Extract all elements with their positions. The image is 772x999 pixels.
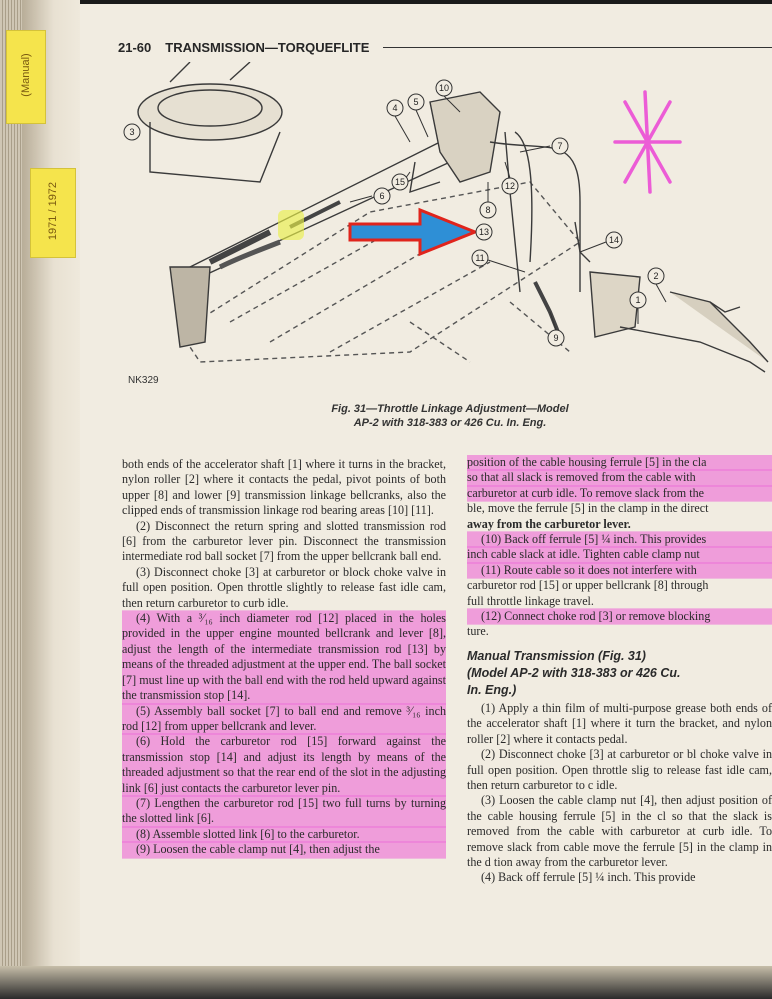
scan-bottom-edge <box>0 966 772 999</box>
svg-text:10: 10 <box>438 83 450 93</box>
svg-text:6: 6 <box>379 191 385 201</box>
left-text-column <box>122 457 446 937</box>
callout-5 <box>408 94 428 137</box>
left-paragraph-3: (4) With a ³⁄₁₆ inch diameter rod [12] placed in the holes provided in the upper engine mounted bellcrank and lever [8], adjust the length of the intermediate transmission rod [13] by means of the threaded adjustment at the upper end. The ball socket [7] must line up with the ball end with the rod held upward against the transmission stop [14]. <box>122 611 446 703</box>
section-title: TRANSMISSION—TORQUEFLITE <box>165 39 370 55</box>
callout-15 <box>392 172 410 190</box>
manual-heading-line-1: Manual Transmission (Fig. 31) <box>467 648 646 663</box>
figure-id: NK329 <box>128 375 159 386</box>
left-paragraph-5: (6) Hold the carburetor rod [15] forward against the transmission stop [14] and adjust its length by means of the threaded adjustment so that the rear end of the slot in the adjusting link [6] just contacts the carburetor lever pin. <box>122 734 446 795</box>
manual-step-2: (2) Disconnect choke [3] at carburetor or bl choke valve in full open position. Open throttle slig to release fast idle cam, then return carburetor to c idle. <box>467 747 772 792</box>
callout-8 <box>480 182 496 218</box>
svg-text:8: 8 <box>485 205 491 215</box>
callout-13 <box>476 224 492 240</box>
left-paragraph-2: (3) Disconnect choke [3] at carburetor or block choke valve in full open position. Open throttle slightly to release fast idle cam, then return carburetor to curb idle. <box>122 564 446 610</box>
svg-text:2: 2 <box>653 271 659 281</box>
manual-step-4: (4) Back off ferrule [5] ¼ inch. This provide <box>481 870 696 885</box>
callout-2 <box>648 268 666 302</box>
left-paragraph-6: (7) Lengthen the carburetor rod [15] two full turns by turning the slotted link [6]. <box>122 795 446 826</box>
yellow-highlight-mark <box>278 210 304 240</box>
svg-text:3: 3 <box>129 127 135 137</box>
page-number: 21-60 <box>118 39 152 55</box>
svg-text:11: 11 <box>475 253 485 263</box>
left-paragraph-0: both ends of the accelerator shaft [1] where it turns in the bracket, nylon roller [2] where it contacts the pedal, pivot points of both upper [8] and lower [9] transmission linkage bellcranks, also the clipped ends of transmission linkage rod bearing areas [10] [11]. <box>122 457 446 518</box>
callout-6 <box>350 188 390 204</box>
right-line-3: ble, move the ferrule [5] in the clamp in the direct <box>467 501 709 516</box>
sticky-tab-lower[interactable] <box>30 168 76 258</box>
manual-heading-line-3: In. Eng.) <box>467 682 517 697</box>
left-paragraph-1: (2) Disconnect the return spring and slotted transmission rod [6] from the carburetor lever pin. Disconnect the transmission intermediate rod ball socket [7] from the upper bellcrank ball end. <box>122 518 446 564</box>
figure-caption-line-2: AP-2 with 318-383 or 426 Cu. In. Eng. <box>353 417 547 429</box>
page-header <box>118 38 772 56</box>
manual-step-1: (1) Apply a thin film of multi-purpose grease both ends of the accelerator shaft [1] where it turn the bracket, and nylon roller [2] where it contacts pedal. <box>467 700 772 746</box>
right-line-2: carburetor at curb idle. To remove slack from the <box>467 486 772 501</box>
sticky-tab-upper[interactable] <box>6 30 46 124</box>
svg-text:9: 9 <box>553 333 559 343</box>
manual-transmission-heading <box>467 648 772 699</box>
right-line-5: (10) Back off ferrule [5] ¼ inch. This provides <box>467 532 772 547</box>
svg-text:15: 15 <box>394 177 406 187</box>
manual-steps <box>467 701 772 886</box>
right-line-0: position of the cable housing ferrule [5] in the cla <box>467 455 772 470</box>
callout-3 <box>124 124 140 140</box>
figure-caption-line-1: Fig. 31—Throttle Linkage Adjustment—Model <box>331 403 569 415</box>
right-line-11: ture. <box>467 624 489 639</box>
left-paragraph-7: (8) Assemble slotted link [6] to the carburetor. <box>122 827 446 842</box>
callout-4 <box>387 100 410 142</box>
right-line-1: so that all slack is removed from the cable with <box>467 470 772 485</box>
right-line-10: (12) Connect choke rod [3] or remove blocking <box>467 609 772 624</box>
manual-heading-line-2: (Model AP-2 with 318-383 or 426 Cu. <box>467 665 681 680</box>
svg-text:4: 4 <box>392 103 398 113</box>
svg-text:13: 13 <box>478 227 490 237</box>
right-line-4: away from the carburetor lever. <box>467 516 631 531</box>
throttle-linkage-diagram <box>110 62 772 392</box>
svg-text:1: 1 <box>635 295 641 305</box>
header-rule <box>383 47 772 48</box>
sticky-tab-lower-label: 1971 / 1972 <box>47 181 59 241</box>
right-text-column <box>467 455 772 935</box>
svg-text:7: 7 <box>557 141 563 151</box>
left-paragraph-8: (9) Loosen the cable clamp nut [4], then adjust the <box>122 842 446 857</box>
right-line-8: carburetor rod [15] or upper bellcrank [8] through <box>467 578 709 593</box>
callout-14 <box>580 232 622 252</box>
right-line-7: (11) Route cable so it does not interfere with <box>467 563 772 578</box>
manual-step-3: (3) Loosen the cable clamp nut [4], then adjust position of the cable housing ferrule [5] in the cl so that the slack is removed from the cable with carburetor at curb idle. To remove slack from cable move the ferrule [5] in the clamp in the d tion away from the carburetor lever. <box>467 793 772 869</box>
figure-caption <box>300 402 600 430</box>
svg-text:14: 14 <box>608 235 620 245</box>
sticky-tab-upper-label: (Manual) <box>20 53 32 97</box>
binding-gutter <box>22 0 80 975</box>
svg-text:12: 12 <box>504 181 516 191</box>
svg-text:5: 5 <box>413 97 419 107</box>
callout-12 <box>502 162 518 194</box>
right-line-9: full throttle linkage travel. <box>467 593 594 608</box>
pink-asterisk-mark <box>615 92 680 192</box>
left-paragraph-4: (5) Assembly ball socket [7] to ball end and remove ³⁄₁₆ inch rod [12] from upper bellcrank and lever. <box>122 703 446 733</box>
arrow-marker <box>350 210 475 254</box>
right-line-6: inch cable slack at idle. Tighten cable clamp nut <box>467 547 772 562</box>
